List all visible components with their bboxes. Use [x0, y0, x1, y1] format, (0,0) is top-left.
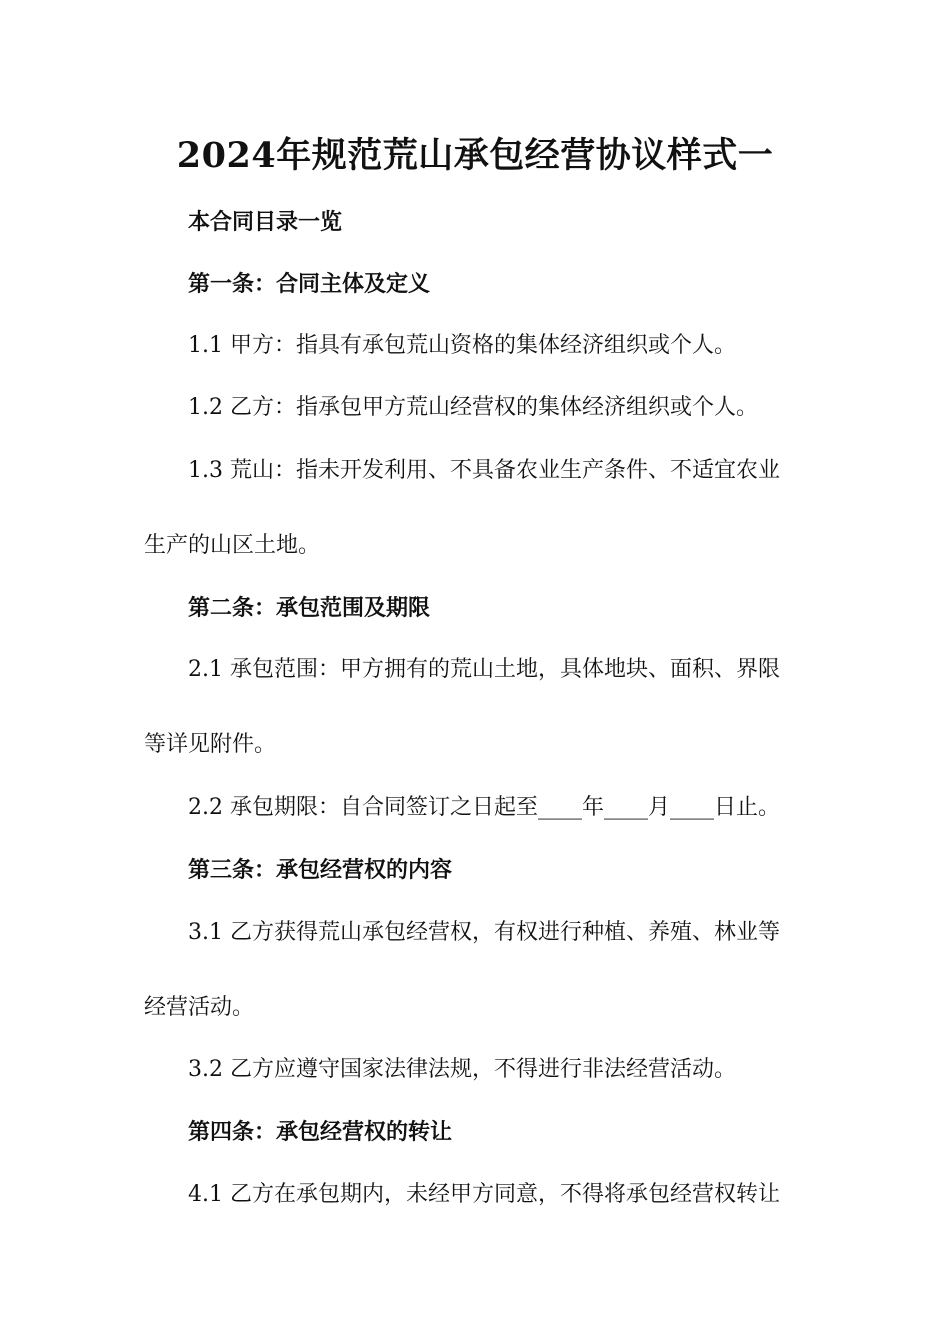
toc-heading: 本合同目录一览: [188, 209, 343, 235]
article2-item1-line1: 2.1 承包范围：甲方拥有的荒山土地，具体地块、面积、界限: [188, 657, 780, 682]
article3-item2: 3.2 乙方应遵守国家法律法规，不得进行非法经营活动。: [188, 1057, 736, 1082]
article1-item2: 1.2 乙方：指承包甲方荒山经营权的集体经济组织或个人。: [188, 395, 758, 420]
article1-heading: 第一条：合同主体及定义: [188, 271, 431, 297]
article2-item2: 2.2 承包期限：自合同签订之日起至____年____月____日止。: [188, 795, 780, 820]
article1-item3-line2: 生产的山区土地。: [144, 533, 321, 558]
article4-heading: 第四条：承包经营权的转让: [188, 1119, 453, 1145]
document-title: 2024年规范荒山承包经营协议样式一: [176, 135, 774, 176]
article2-item1-line2: 等详见附件。: [144, 732, 277, 757]
article2-heading: 第二条：承包范围及期限: [188, 595, 431, 621]
article3-heading: 第三条：承包经营权的内容: [188, 857, 453, 883]
article3-item1-line2: 经营活动。: [144, 995, 255, 1020]
article3-item1-line1: 3.1 乙方获得荒山承包经营权，有权进行种植、养殖、林业等: [188, 920, 780, 945]
article1-item3-line1: 1.3 荒山：指未开发利用、不具备农业生产条件、不适宜农业: [188, 458, 780, 483]
article4-item1-line1: 4.1 乙方在承包期内，未经甲方同意，不得将承包经营权转让: [188, 1182, 780, 1207]
article1-item1: 1.1 甲方：指具有承包荒山资格的集体经济组织或个人。: [188, 333, 736, 358]
